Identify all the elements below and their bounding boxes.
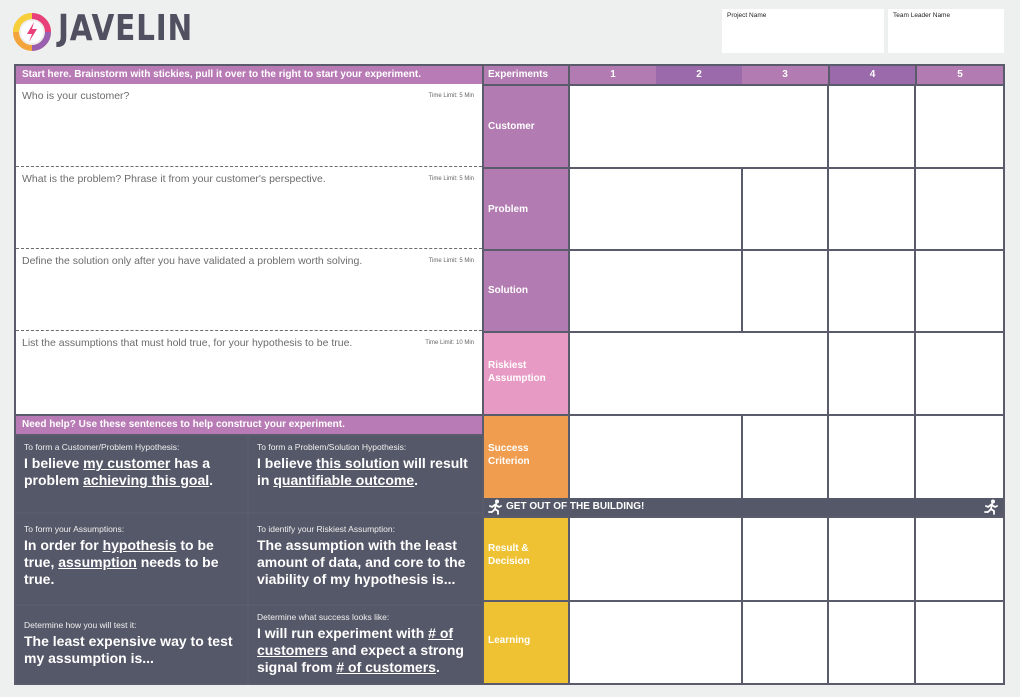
experiment-col-1: 1 (570, 66, 656, 84)
help-cell-caption: To form a Problem/Solution Hypothesis: (257, 442, 407, 452)
question-text: What is the problem? Phrase it from your customer's perspective. (22, 173, 326, 185)
time-limit: Time Limit: 5 Min (428, 258, 474, 264)
experiment-col-2: 2 (656, 66, 742, 84)
team-leader-label: Team Leader Name (893, 12, 951, 19)
get-out-banner-text: GET OUT OF THE BUILDING! (506, 501, 645, 512)
help-cell-caption: Determine how you will test it: (24, 620, 137, 630)
help-cell-sentence: The least expensive way to test my assumption is... (24, 633, 233, 666)
cell-result-5[interactable] (916, 518, 1003, 600)
canvas-board (14, 64, 1005, 685)
project-name-field[interactable] (722, 9, 884, 53)
cell-learning-3[interactable] (743, 602, 827, 683)
help-cell-sentence: I believe this solution will result in quantifiable outcome. (257, 455, 468, 488)
cell-customer-1[interactable] (570, 86, 827, 167)
left-column (16, 66, 482, 683)
javelin-logo-icon (12, 9, 52, 53)
help-cell-sentence: The assumption with the least amount of data, and core to the viability of my hypothesis is... (257, 537, 466, 587)
question-text: Define the solution only after you have validated a problem worth solving. (22, 255, 363, 267)
cell-success-4[interactable] (829, 416, 914, 498)
cell-learning-5[interactable] (916, 602, 1003, 683)
team-leader-field[interactable] (888, 9, 1004, 53)
help-cell-riskiest-assumption (249, 514, 482, 604)
cell-success-3[interactable] (743, 416, 827, 498)
help-cell-assumptions (16, 514, 247, 604)
cell-result-3[interactable] (743, 518, 827, 600)
cell-problem-5[interactable] (916, 169, 1003, 249)
help-cell-caption: To identify your Riskiest Assumption: (257, 524, 395, 534)
project-name-label: Project Name (727, 12, 767, 19)
question-text: Who is your customer? (22, 90, 130, 102)
help-cell-caption: To form your Assumptions: (24, 524, 125, 534)
time-limit: Time Limit: 10 Min (425, 340, 474, 346)
experiment-col-3: 3 (742, 66, 828, 84)
row-label-success-criterion: Success Criterion (484, 416, 568, 498)
cell-riskiest-4[interactable] (829, 333, 914, 414)
row-label-riskiest-assumption: Riskiest Assumption (484, 333, 568, 414)
experiment-col-5: 5 (917, 66, 1003, 84)
experiment-grid (484, 66, 1003, 683)
help-cell-customer-problem (16, 436, 247, 512)
help-panel (16, 436, 482, 683)
row-label-solution: Solution (484, 251, 568, 331)
help-cell-caption: To form a Customer/Problem Hypothesis: (24, 442, 180, 452)
brainstorm-area[interactable] (16, 84, 482, 414)
experiments-header: Experiments (484, 66, 568, 84)
help-cell-sentence: I believe my customer has a problem achieving this goal. (24, 455, 214, 488)
help-cell-problem-solution (249, 436, 482, 512)
help-cell-test (16, 606, 247, 683)
cell-learning-1[interactable] (570, 602, 741, 683)
row-label-learning: Learning (484, 602, 568, 683)
cell-riskiest-1[interactable] (570, 333, 827, 414)
runner-icon (983, 499, 999, 515)
brand-name: JAVELIN (58, 8, 194, 49)
cell-solution-5[interactable] (916, 251, 1003, 331)
cell-solution-4[interactable] (829, 251, 914, 331)
question-solution[interactable] (16, 248, 482, 330)
cell-customer-5[interactable] (916, 86, 1003, 167)
row-label-customer: Customer (484, 86, 568, 167)
cell-result-1[interactable] (570, 518, 741, 600)
experiment-col-4: 4 (830, 66, 915, 84)
help-cell-caption: Determine what success looks like: (257, 612, 390, 622)
brainstorm-panel (16, 66, 482, 414)
cell-problem-4[interactable] (829, 169, 914, 249)
cell-success-5[interactable] (916, 416, 1003, 498)
help-cell-success (249, 606, 482, 683)
brainstorm-title: Start here. Brainstorm with stickies, pull it over to the right to start your experiment. (16, 66, 482, 84)
cell-learning-4[interactable] (829, 602, 914, 683)
row-label-problem: Problem (484, 169, 568, 249)
row-label-result-decision: Result & Decision (484, 518, 568, 600)
question-assumptions[interactable] (16, 330, 482, 414)
runner-icon (487, 499, 503, 515)
time-limit: Time Limit: 5 Min (428, 176, 474, 182)
cell-customer-4[interactable] (829, 86, 914, 167)
cell-problem-3[interactable] (743, 169, 827, 249)
get-out-banner (484, 498, 1003, 516)
cell-success-1[interactable] (570, 416, 741, 498)
help-title: Need help? Use these sentences to help construct your experiment. (16, 416, 482, 434)
question-customer[interactable] (16, 84, 482, 166)
cell-solution-3[interactable] (743, 251, 827, 331)
cell-result-4[interactable] (829, 518, 914, 600)
question-text: List the assumptions that must hold true, for your hypothesis to be true. (22, 337, 353, 349)
time-limit: Time Limit: 5 Min (428, 93, 474, 99)
cell-riskiest-5[interactable] (916, 333, 1003, 414)
help-cell-sentence: In order for hypothesis to be true, assumption needs to be true. (24, 537, 219, 587)
cell-solution-1[interactable] (570, 251, 741, 331)
question-problem[interactable] (16, 166, 482, 248)
cell-problem-1[interactable] (570, 169, 741, 249)
help-cell-sentence: I will run experiment with # of customers and expect a strong signal from # of customers. (257, 625, 464, 675)
